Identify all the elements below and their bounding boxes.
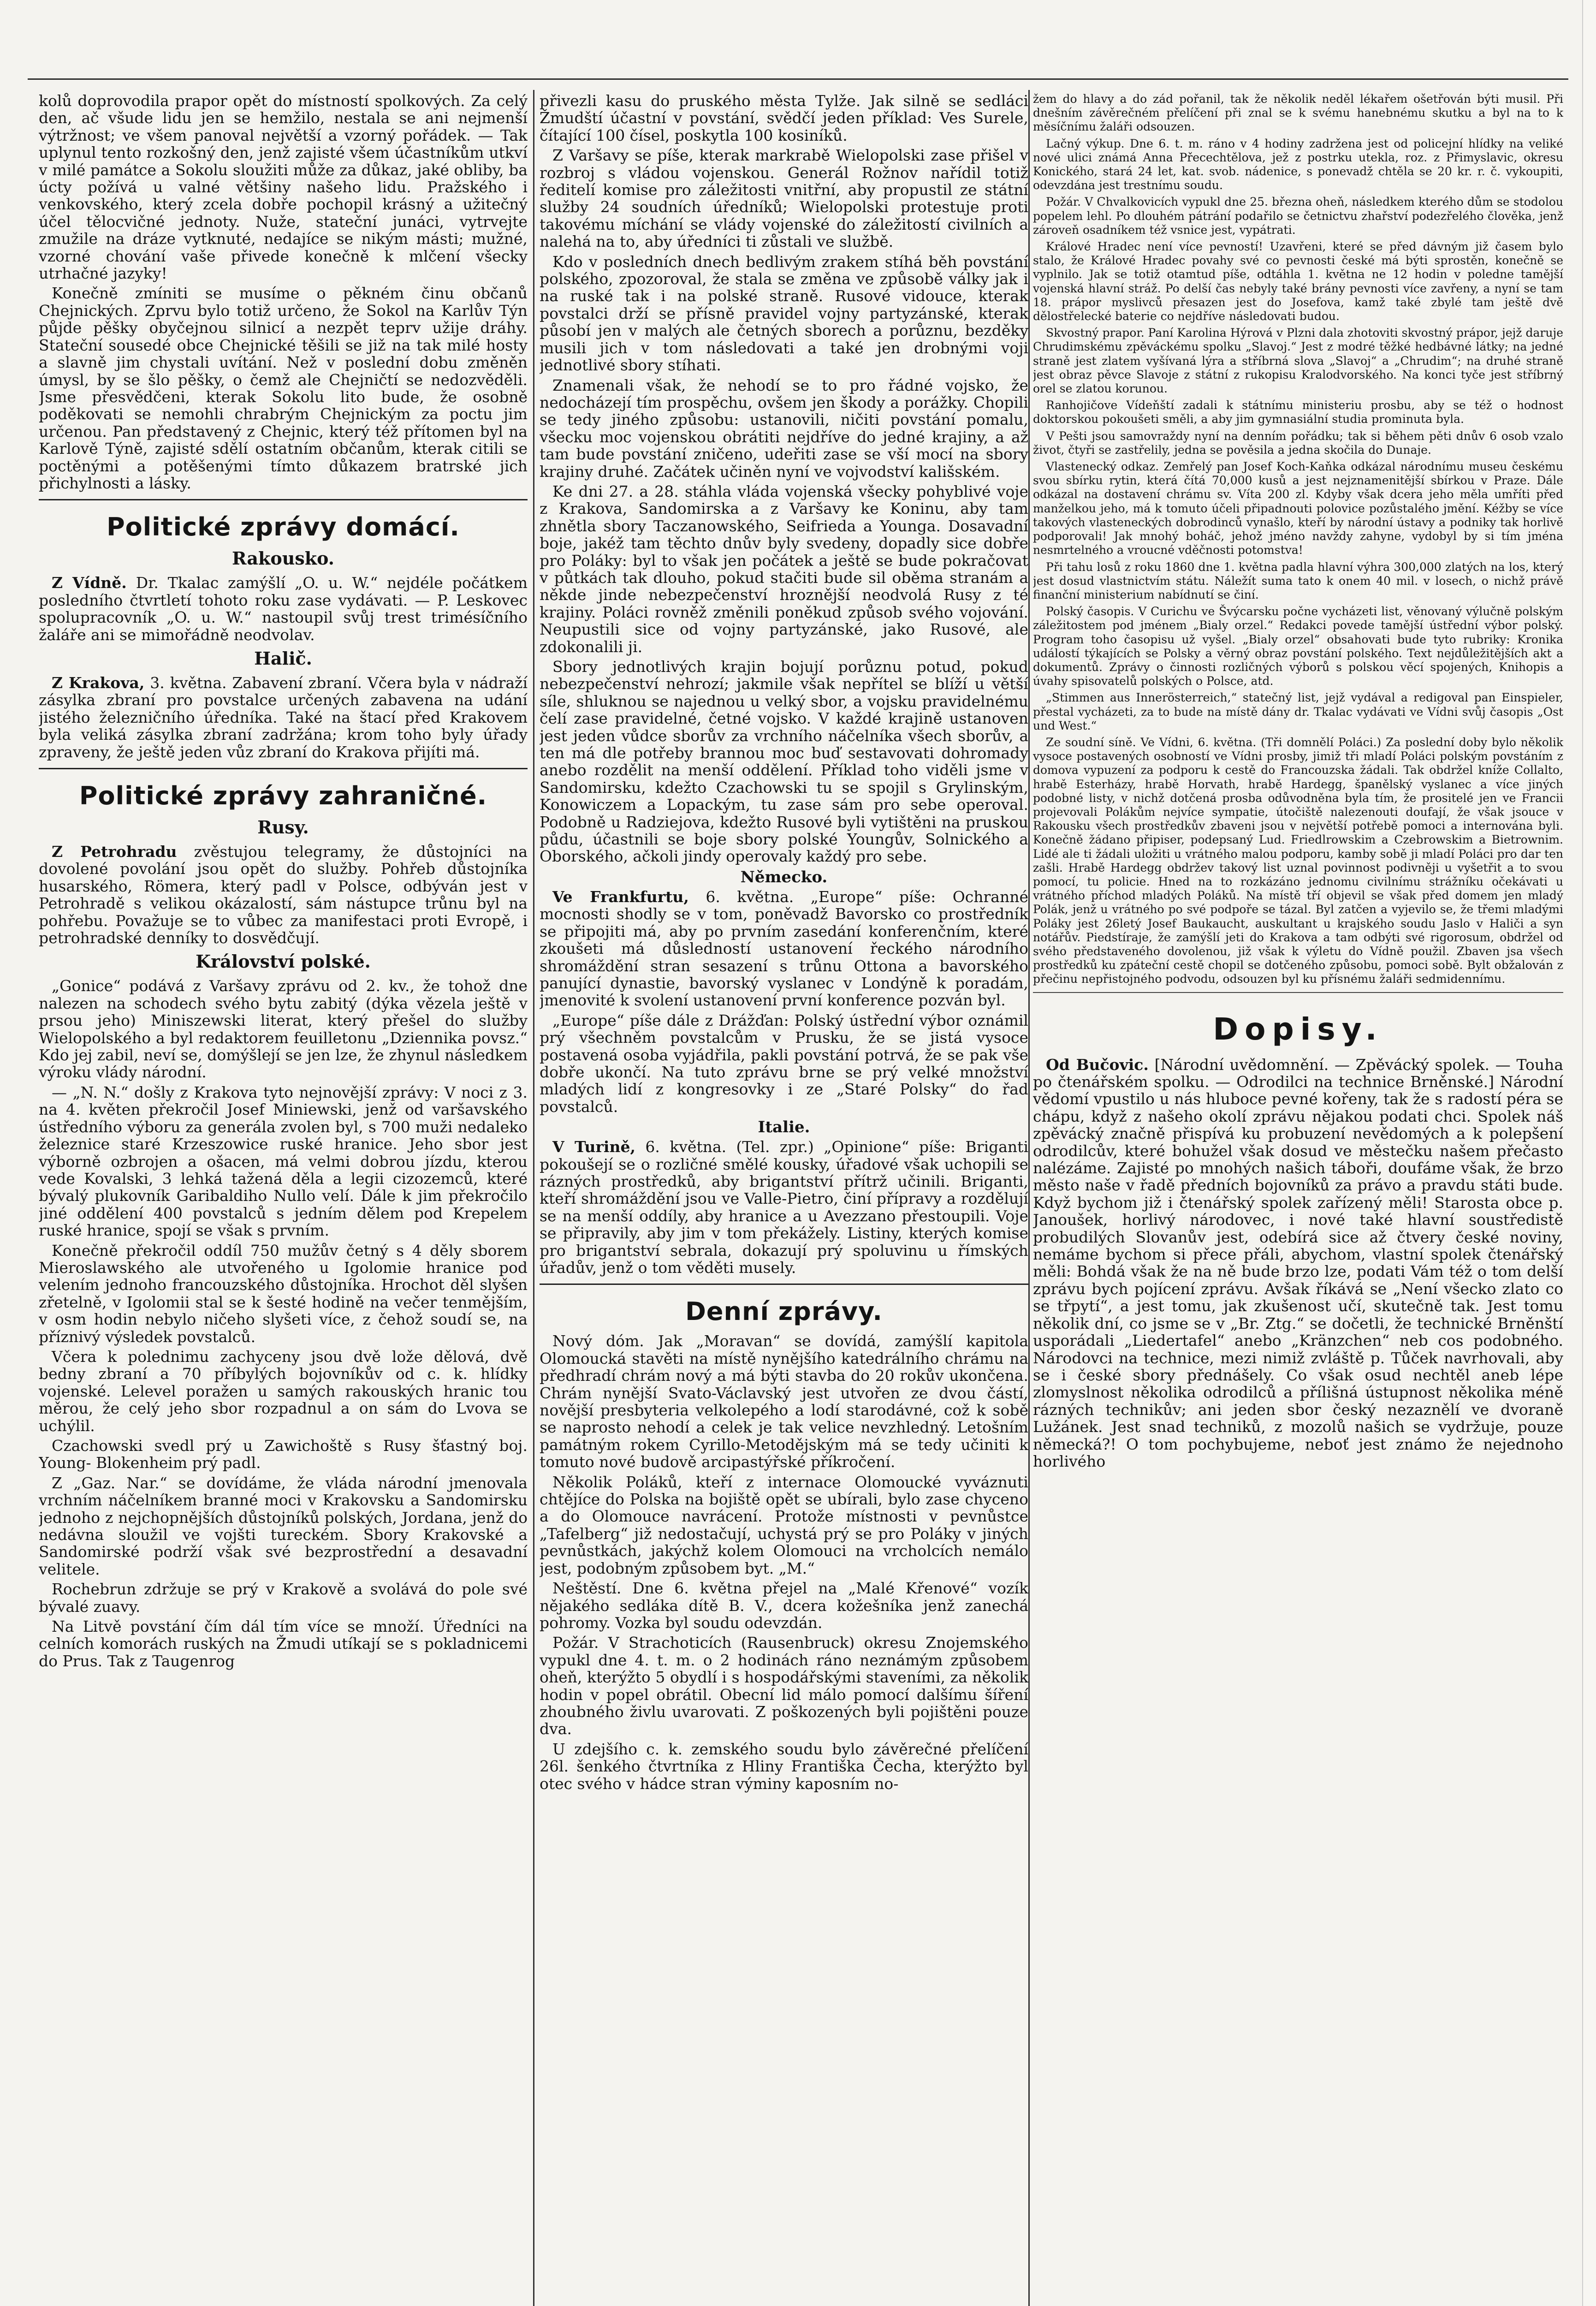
- news-text: 6. května. „Europe“ píše: Ochranné mocnosti shodly se v tom, poněvadž Bavorsko co prostředník se připojiti má, aby po prvním zasedání konferenčním, které zkoušeti má důsledností ustanovení řeckého národního shromáždění stran sesazení s trůnu Ottona a bavorského panující dynastie, bavorský vyslanec v Londýně k poradám, jmenovité k svolení ustanovení první konference pozván byl.: [540, 887, 1028, 1010]
- section-divider: [540, 1284, 1028, 1285]
- subheading-russia: Rusy.: [257, 817, 309, 838]
- daily-news-item: Požár. V Chvalkovicích vypukl dne 25. března oheň, následkem kterého dům se stodolou popelem lehl. Po dlouhém pátrání podařilo se četnictvu zhařství podezřelého člověka, jenž zároveň osadníkem též vsnice jest, vypátrati.: [1033, 195, 1563, 237]
- daily-news-item: Při tahu losů z roku 1860 dne 1. května padla hlavní výhra 300,000 zlatých na los, který jest dosud vlastnictvím státu. Náležít suma tato k onem 40 mil. v losech, o nichž právě finanční ministerium nabídnutí se činí.: [1033, 560, 1563, 601]
- article-paragraph: přivezli kasu do pruského města Tylže. Jak silně se sedláci Žmudští účastní v povstání, svědčí jeden příklad: Ves Surele, čítající 100 čísel, poskytla 100 kosiníků.: [540, 92, 1028, 144]
- section-divider: [39, 499, 528, 500]
- section-divider: [1033, 992, 1563, 993]
- letter-bucovice: [1033, 1056, 1563, 1470]
- section-heading-domestic-politics: Politické zprávy domácí.: [107, 512, 460, 542]
- subheading-galicia: Halič.: [254, 648, 312, 669]
- dateline: Z Krakova,: [52, 673, 145, 692]
- article-paragraph: „Europe“ píše dále z Drážďan: Polský ústřední výbor oznámil prý všechněm povstalcům v Prusku, že se jistá vysoce postavená osoba vyjádřila, pakli povstání potrvá, že se pak vše dobře ukončí. Na tuto zprávu brne se prý velké množství mladých lidí z kongresovky i ze „Staré Polsky“ do řad povstalců.: [540, 1011, 1028, 1116]
- daily-news-item: Nový dóm. Jak „Moravan“ se dovídá, zamýšlí kapitola Olomoucká stavěti na místě nynějšího katedrálního chrámu na předhradí chrám nový a má býti stavba do 20 rokův ukončena. Chrám nynější Svato-Václavský jest utvořen ze dvou částí, novější presbyteria velkolepého a lodí starodávné, což k sobě se naprosto nehodí a celek je tak velice nevzhledný. Letošním památným rokem Cyrillo-Metodějským má se tedy učiniti k tomuto nové budově arcipastýřské příkročení.: [540, 1332, 1028, 1471]
- daily-news-item: Neštěstí. Dne 6. května přejel na „Malé Křenové“ vozík nějakého sedláka dítě B. V., dcera kožešníka jenž zanechá pohromy. Vozka byl soudu odevzdán.: [540, 1579, 1028, 1632]
- news-item-vienna: [39, 574, 528, 643]
- section-heading-daily-news: Denní zprávy.: [685, 1297, 883, 1326]
- daily-news-item: Ze soudní síně. Ve Vídni, 6. května. (Tři domnělí Poláci.) Za poslední doby bylo několik vysoce postavených osobností ve Vídni prosby, jimiž tři mladí Poláci polským povstáním z domova vypuzení za podporu k cestě do Francouzska žádali. Tak obdržel kníže Collalto, hrabě Esterházy, hrabě Horvath, hrabě Hardegg, španělský vyslanec a více jiných podobné listy, v nichž dotčená prosba odůvodněna byla tím, že prositelé jen ve Francii projevovali Polákům nejvíce sympatie, útočiště nalezenouti doufají, že však jsouce v Rakousku všech prostředkův zbaveni jsou v největší potřebě pomoci a internována byli. Konečně žádano připiser, podepsaný Lud. Friedlrowskim a Czebrowskim a Bietrownim. Lidé ale ti žádali uložiti u vrátného malou podporu, kamby sobě ji mladí Poláci pro dar ten zašli. Hrabě Hardegg obdržev takový list uznal povinnost podivněji u vyšetřit a to svou pomocí, tu policie. Hned na to rozkázáno jednomu civilnímu strážníku očekávati u vrátného příchod mladých Poláků. Na místě tří objevil se však před domem jen mladý Polák, jenž u vrátného po své podpoře se tázal. Byl zatčen a vyjevilo se, že třemi mladými Poláky jest 26letý Josef Baukaucht, auskultant u krajského soudu Jaslo v Haliči a syn notářův. Piedstíraje, že zamýšlí jeti do Krakova a tam odbýti své rigorosum, obdržel od svého představeného dovolenou, již však k výletu do Vídně použil. Zbaven jsa všech prostředků ku zpáteční cestě chopil se dotčeného způsobu, pomoci sobě. Bylt obžalován z přečinu nepřistojného podvodu, odsouzen byl ku přísnému žaláři sedmidennímu.: [1033, 735, 1563, 986]
- article-paragraph: Kdo v posledních dnech bedlivým zrakem stíhá běh povstání polského, zpozoroval, že stala se změna ve způsobě války jak i na ruské tak i na polské straně. Rusové vidouce, kterak povstalci drží se přísně pravidel vojny partyzánské, kterak působí jen v malých ale četných sborech a porůznu, bezděky musili jich v tom následovati a také jen drobnými voji jednotlivé sbory stíhati.: [540, 252, 1028, 374]
- dateline: Ve Frankfurtu,: [552, 887, 689, 906]
- daily-news-item: Vlastenecký odkaz. Zemřelý pan Josef Koch-Kaňka odkázal národnímu museu českému svou sbírku rytin, která čítá 70,000 kusů a jest nejznamenitější sbírkou v Praze. Dále odkázal na dostavení chrámu sv. Víta 200 zl. Kdyby však dcera jeho měla umříti před manželkou jeho, má k tomuto účeli připadnouti polovice pozůstalého jmění. Kéžby se více takových vlasteneckých dobrodinců vynašlo, kteří by národní ústavy a podniky tak horlivě podporovali! Jak mnohý boháč, jehož jméno navždy zahyne, vydobyl by si tím jménа nesmrtelného a vroucné vděčnosti potomstva!: [1033, 460, 1563, 557]
- article-paragraph: Z Varšavy se píše, kterak markrabě Wielopolski zase přišel v rozbroj s vládou vojenskou. Generál Rožnov nařídil totiž ředitelí komise pro záležitosti vnitřní, aby propustil ze státní služby 24 soudních úředníků; Wielopolski protestuje proti takovému míchání se vlády vojenské do záležitostí civilních a nalehá na to, aby úředníci ti zůstali ve službě.: [540, 146, 1028, 251]
- article-paragraph: Znamenali však, že nehodí se to pro řádné vojsko, že nedocházejí tím prospěchu, ovšem jen škody a porážky. Chopili se tedy jiného způsobu: ustanovili, ničiti povstání pomalu, všecku moc vojenskou obrátiti nejdříve do jedné krajiny, a až tam bude povstání zničeno, udeřiti zase se vší mocí na sbory krajiny druhé. Začátek učiněn nyní ve vojvodství kališském.: [540, 376, 1028, 481]
- section-heading-foreign-politics: Politické zprávy zahraničné.: [79, 781, 487, 810]
- daily-news-item: Požár. V Strachoticích (Rausenbruck) okresu Znojemského vypukl dne 4. t. m. o 2 hodinách ráno neznámým způsobem oheň, kterýžto 5 obydlí i s hospodářskými staveními, za několik hodin v popel obrátil. Obecní lid málo pomocí dalšímu šíření zhoubného živlu uvarovati. Z poškozených byli pojištěni pouze dva.: [540, 1634, 1028, 1738]
- dateline: Z Petrohradu: [52, 843, 177, 861]
- article-paragraph: Konečně zmíniti se musíme o pěkném činu občanů Chejnických. Zprvu bylo totiž určeno, že Sokol na Karlův Týn půjde pěšky obyčejnou silnicí a nezpět teprv užije dráhy. Stateční sousedé obce Chejnické těšili se již na tak milé hosty a slavně jim chystali uvítání. Než v poslední dobu změněn úmysl, by se šlo pěšky, o čemž ale Chejničtí se nedozvěděli. Jsme přesvědčeni, kterak Sokolu lito bude, že osobně poděkovati se nemohli chrabrým Chejnickým za poctu jim určenou. Pan představený z Chejnic, který též přítomen byl na Karlově Týně, zajisté sdělí ostatním občanům, kterak citili se poctěnými a potěšenými tímto důkazem bratrské jich přichylnosti a lásky.: [39, 284, 528, 492]
- news-item-krakow: [39, 674, 528, 761]
- news-text: Dr. Tkalac zamýšlí „O. u. W.“ nejdéle počátkem posledního čtvrtletí tohoto roku zase vydávati. — P. Leskovec spolupracovník „O. u. W.“ nastoupil svůj trest trimésíčního žaláře ani se mimořádně neodvolav.: [39, 574, 528, 644]
- news-item-frankfurt: [540, 888, 1028, 1009]
- dateline: Z Vídně.: [52, 574, 127, 592]
- column-2: [540, 92, 1028, 2306]
- daily-news-item: Několik Poláků, kteří z internace Olomoucké vyváznuti chtějíce do Polska na bojiště opět se ubírali, bylo zase chyceno a do Olomouce navrácení. Protože místnosti v pevnůstce „Tafelberg“ již nedostačují, uchystá prý se pro Poláky v jiných pevnůstkách, jakýchž kolem Olomouci na vrcholcích nemálo jest, podobným způsobem byt. „M.“: [540, 1473, 1028, 1577]
- daily-news-item: Ranhojičove Vídeňští zadali k státnímu ministeriu prosbu, aby se též o hodnost doktorskou pokoušeti směli, a aby jim gymnasiální studia prominuta byla.: [1033, 398, 1563, 426]
- article-paragraph: žem do hlavy a do zád pořanil, tak že několik neděl lékařem ošetřován býti musil. Při dnešním závěrečném přelíčení při znal se k svému hanebnému skutku a byl na to k měsíčnímu žaláři odsouzen.: [1033, 92, 1563, 134]
- daily-news-item: Lačný výkup. Dne 6. t. m. ráno v 4 hodiny zadržena jest od policejní hlídky na veliké nové ulici známá Anna Přecechtělova, jež z postrku utekla, roz. z Přimyslavic, okresu Konického, stará 24 let, kat. svob. nádenice, s ponevadž chtěla se 20 kr. r. č. vykoupiti, odevzdána jest trestnímu soudu.: [1033, 137, 1563, 192]
- letter-text: [Národní uvědomnění. — Zpěvácký spolek. — Touha po čtenářském spolku. — Odrodilci na technice Brněnské.] Národní vědomí vpustilo u nás hluboce pevné kořeny, tak že s radostí péra se chápu, když z našeho okolí zprávu nějakou podati chci. Spolek náš zpěvácký značně přispívá ku probuzení nevědomých a k polepšení odrodilcův, které bohužel však dosud ve městečku našem přečasto nalézáme. Zajisté po mnohých našich táboři, doufáme však, že brzo město naše v řadě předních bojovníků za právo a pravdu státi bude. Když bychom již i čtenářský spolek zařízený měli! Starosta obce p. Janoušek, horlivý národovec, i nové také hlavní soustředistě probudilých Slovanův jest, odebírá sice až čtvery české noviny, nemáme bychom si přece přáli, abychom, vlastní spolek čtenářský měli: Bohdá však že na ně bude brzo lze, podati Vám též o tom delší zprávu bych pojícení zprávu. Avšak říkává se „Není všecko zlato co se třpytí“, a jest tomu, jak zkušenost učí, skutečně tak. Jest tomu několik dní, co jsme se v „Br. Ztg.“ se dočetli, že technické Brněnští usporádali „Liedertafel“ anebo „Kränzchen“ neb cos podobného. Národovci na technice, mezi nimiž zvláště p. Tůček navrhovali, aby se i české sbory přednášely. Co však osud nechtěl aneb lépe zlomyslnost několika odrodilců a přílišná ústupnost několika méně rázných technikův; ani jeden sbor český nezaznělí ve dvoraně Lužánek. Jest snad techniků, z mozolů našich se vydržuje, pouze německá?! O tom pochybujeme, neboť jest známo že nejednoho horlivého: [1033, 1055, 1563, 1470]
- daily-news-item: „Stimmen aus Innerösterreich,“ statečný list, jejž vydával a redigoval pan Einspieler, přestal vycházeti, za to bude na místě dány dr. Tkalac vydávati ve Vídni svůj časopis „Ost und West.“: [1033, 691, 1563, 732]
- subheading-italy: Italie.: [758, 1118, 810, 1137]
- column-3: [1033, 92, 1563, 2306]
- daily-news-item: Polský časopis. V Curichu ve Švýcarsku počne vycházeti list, věnovaný výlučně polským záležitostem pod jménem „Bialy orzel.“ Redakci povede tamější ústřední výbor polský. Program toho časopisu už vyšel. „Bialy orzel“ obsahovati bude tyto rubriky: Kronika událostí týkajících se Polsky a věrný obraz povstání polského. Text nejdůležitějších akt a dokumentů. Zprávy o činnosti rozličných výborů s polskou věcí spojených, Knihopis a úvahy spisovatelů polských o Polsce, atd.: [1033, 605, 1563, 688]
- section-heading-letters: Dopisy.: [1213, 1011, 1383, 1047]
- article-paragraph: Včera k polednimu zachyceny jsou dvě lože dělová, dvě bedny zbraní a 70 příbylých bojovníkův od c. k. hlídky vojenské. Lelevel poražen u samých rakouských hranic tou měrou, že celý jeho sbor rozpadnul a on sám do Lvova se uchýlil.: [39, 1347, 528, 1435]
- dateline: Od Bučovic.: [1046, 1055, 1149, 1074]
- column-separator: [1028, 90, 1030, 2306]
- news-text: 6. května. (Tel. zpr.) „Opinione“ píše: Briganti pokoušejí se o rozličné smělé kousky, úřadové však uchopili se rázných prostředků, aby brigantství přítrž učinili. Briganti, kteří shromáždění jsou ve Valle-Pietro, činí přípravy a rozdělují se na menší oddíly, aby hranice a u Avezzano přestoupili. Voje se připravily, aby jim v tom překážely. Listiny, kterých komise pro brigantství sebrala, dokazují prý spoluvinu u římských úřadův, jenž o tom věděti musely.: [540, 1138, 1028, 1277]
- dateline: V Turině,: [552, 1138, 635, 1156]
- column-separator: [533, 90, 534, 2306]
- article-paragraph: Ke dni 27. a 28. stáhla vláda vojenská všecky pohyblivé voje z Krakova, Sandomirska a z Varšavy ke Koninu, aby tam zhnětla sbory Taczanowského, Seifrieda a Younga. Dosavadní boje, jakéž tam těchto dnův byly svedeny, dopadly sice dobře pro Poláky: byl to však jen počátek a ještě se bude pokračovat v půtkách tak dlouho, pokud stačiti bude sil oběma stranám a někde jinde nebezpečenství hroznější neodvolá Rusy z té krajiny. Poláci rovněž změnili poněkud způsob svého vojování. Neupustili sice od vojny partyzánské, jako Rusové, ale zdokonalili ji.: [540, 482, 1028, 656]
- daily-news-item: V Pešti jsou samovraždy nyní na denním pořádku; tak si během pěti dnův 6 osob vzalo život, čtyři se zastřelily, jedna se pověsila a jedna skočila do Dunaje.: [1033, 429, 1563, 457]
- article-paragraph: Konečně překročil oddíl 750 mužův četný s 4 děly sborem Mieroslawského ale utvořeného u Igolomie hranice pod velením jednoho francouzského důstojníka. Hrochot děl slyšen zřetelně, v Igolomii stal se k šesté hodině na večer tenmějším, v osm hodin nebylo ničeho slyšeti více, z čehož soudí se, na příznivý výsledek povstalců.: [39, 1241, 528, 1346]
- article-paragraph: Na Litvě povstání čím dál tím více se množí. Úředníci na celních komorách ruských na Žmudi utíkají se s pokladnicemi do Prus. Tak z Taugenrog: [39, 1617, 528, 1670]
- article-paragraph: Czachowski svedl prý u Zawichoště s Rusy šťastný boj. Young- Blokenheim prý padl.: [39, 1437, 528, 1472]
- top-rule: [28, 78, 1568, 80]
- news-item-turin: [540, 1138, 1028, 1276]
- page-edge: [1582, 0, 1596, 2306]
- article-paragraph: Z „Gaz. Nar.“ se dovídáme, že vláda národní jmenovala vrchním náčelníkem branné moci v Krakovsku a Sandomirsku jednoho z nejchopnějších důstojníků polských, Jordana, jenž do nedávna sloužil ve vojšti tureckém. Sbory Krakovské a Sandomirské podrží však své bezprostřední a desavadní velitele.: [39, 1474, 528, 1578]
- article-paragraph: Sbory jednotlivých krajin bojují porůznu potud, pokud nebezpečenství nehrozí; jakmile však nepřítel se blíží u větší síle, shluknou se najednou u velký sbor, a vojsku pravidelnému čelí zase pravidelné, četné vojsko. V každé krajině ustanoven jest jeden vůdce sborův za vrchního náčelníka všech sborův, a ten má dle potřeby brannou moc buď sestavovati dohromady anebo rozdělit na menší oddělení. Příklad toho viděli jsme v Sandomirsku, kdežto Czachowski tu se spojil s Grylinským, Konowiczem a Lopackým, tu zase sám pro sebe operoval. Podobně u Radziejova, kdežto Rusové byli vytištěni na pruskou půdu, účastnili se boje sbory polské Youngův, Solnického a Oborského, ačkoli jindy operovaly každý pro sebe.: [540, 658, 1028, 866]
- column-1: [39, 92, 528, 2306]
- daily-news-item: U zdejšího c. k. zemského soudu bylo závěrečné přelíčení 26l. šenkého čtvrtníka z Hliny Františka Čecha, kterýžto byl otec svého v hádce stran výminy kaposním no-: [540, 1740, 1028, 1793]
- daily-news-item: Skvostný prapor. Paní Karolina Hýrová v Plzni dala zhotoviti skvostný prápor, jejž darujе Chrudimskému zpěváckému spolku „Slavoj.“ Jest z modré těžké hedbávné látky; na jedné straně jest zlatem vyšívaná lýra a stříbrná slova „Slavoj“ a „Chrudim“; na druhé straně jest obraz pěvce Slavoje z státní z rukopisu Kralodvorského. Na konci tyče jest stříbrný orel se zlatou korunou.: [1033, 326, 1563, 396]
- daily-news-item: Králové Hradec není více pevností! Uzavřeni, které se před dávným již časem bylo stalo, že Králové Hradec povahy své co pevnosti české má býti sprostěn, konečně se vyplnilo. Jak se totiž otamtud píše, odtáhla 1. května ne 12 hodin v poledne tamější vojenská hlavní stráž. Po delší čas nebyly také brány pevnosti více zavřeny, a nyní se tam 18. prápor myslivců přesazen jest do Josefova, kamž také zbylé tam ještě dvě dělostřelecké baterie co nejdříve následovati budou.: [1033, 240, 1563, 323]
- article-paragraph: — „N. N.“ došly z Krakova tyto nejnovější zprávy: V noci z 3. na 4. květen překročil Josef Miniewski, jenž od varšavského ústředního výboru za generála zvolen byl, s 700 muži nedaleko železnice staré Krzeszowice ruské hranice. Jeho sbor jest výborně ozbrojen a ošacen, má velmi dobrou jízdu, kterou vede Kovalski, 3 lehká tažená děla a legii cizozemců, které bývalý plukovník Garibaldiho Nullo velí. Dále k jim překročilo jiné oddělení 400 povstalců s jedním dělem pod Krepelem ruské hranice, spojí se však s prvním.: [39, 1083, 528, 1240]
- subheading-austria: Rakousko.: [231, 548, 334, 569]
- subheading-kingdom-of-poland: Království polské.: [196, 951, 371, 972]
- article-paragraph: „Gonice“ podává z Varšavy zprávu od 2. kv., že tohož dne nalezen na schodech svého bytu zabitý (dýka vězela ještě v prsou jeho) Miniszewski literat, který přešel do služby Wielopolského a byl redaktorem feuilletonu „Dziennika povsz.“ Kdo jej zabil, neví se, domýšlejí se jen lze, že zhynul následkem výroku vlády národní.: [39, 977, 528, 1082]
- news-text: 3. května. Zabavení zbraní. Včera byla v nádraží zásylka zbraní pro povstalce určených zabavena na udání jistého železničního úředníka. Také na štací před Krakovem byla veliká zásylka zbraní zadržána; krom toho byly úřady zpraveny, že ještě jeden vůz zbraní do Krakova přijíti má.: [39, 673, 528, 761]
- news-text: zvěstujou telegramy, že důstojníci na dovolené povolání jsou opět do služby. Pohřeb důstojníka husarského, Römera, který padl v Polsce, odbýván jest v Petrohradě s velikou okázalostí, sám nástupce trůnu byl na pohřebu. Považuje se to vůbec za manifestaci proti Evropě, i petrohradské denníky to dosvědčují.: [39, 843, 528, 947]
- subheading-germany: Německo.: [740, 868, 828, 886]
- article-paragraph: Rochebrun zdržuje se prý v Krakově a svolává do pole své bývalé zuavy.: [39, 1580, 528, 1616]
- news-item-petersburg: [39, 843, 528, 946]
- section-divider: [39, 768, 528, 769]
- article-paragraph: kolů doprovodila prapor opět do místností spolkových. Za celý den, ač všude lidu jen se hemžilo, nestala se ani nejmenší výtržnost; ve všem panoval největší a vzorný pořádek. — Tak uplynul tento rozkošný den, jenž zajisté všem účastníkům utkví v milé památce a Sokolu sloužiti může za důkaz, jaké obliby, ba úcty požívá u valné většiny našeho lidu. Pražského i venkovského, který zcela dobře pochopil krásný a užitečný účel tělocvičné jednoty. Nuže, stateční junáci, vytrvejte zmužile na dráze vytknuté, nedajíce se nikým másti; mužné, vzorné chování vaše přivede konečně k mlčení všecky utrhačné jazyky!: [39, 92, 528, 283]
